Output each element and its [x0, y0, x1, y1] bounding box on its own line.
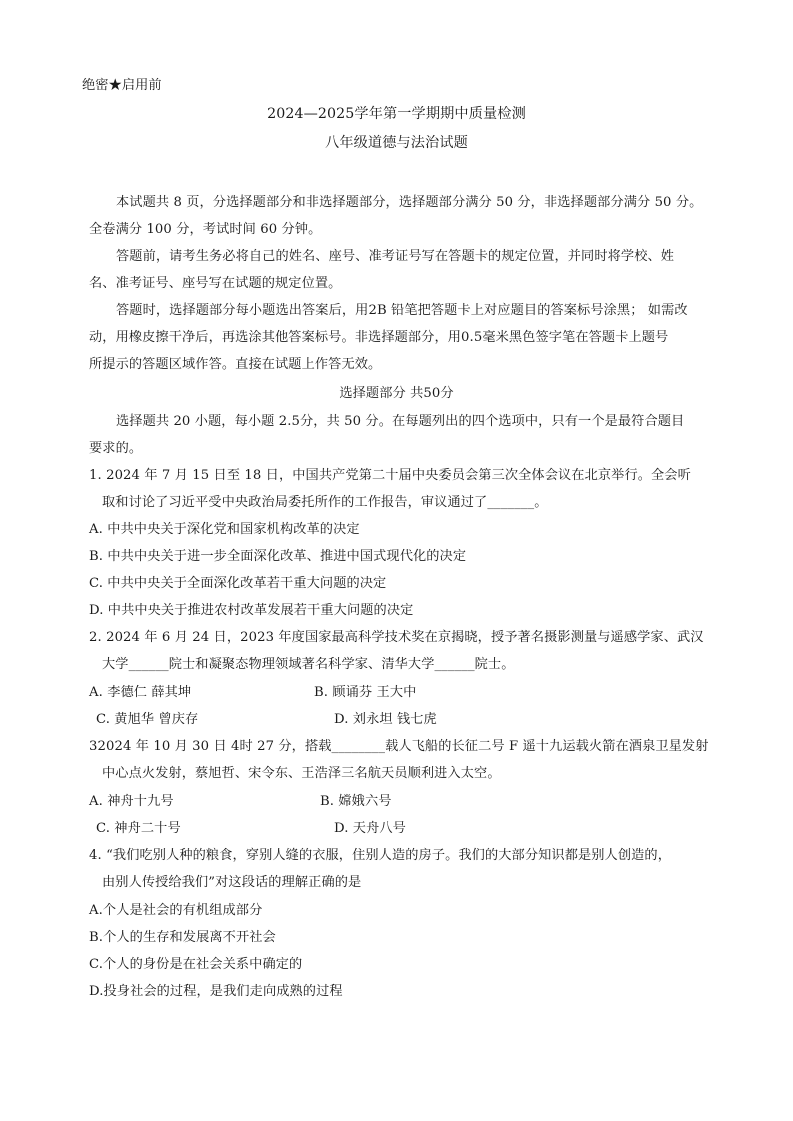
question-2-option: D. 刘永坦 钱七虎 — [334, 712, 437, 727]
instruction-line: 动，用橡皮擦干净后，再选涂其他答案标号。非选择题部分，用0.5毫米黑色签字笔在答题卡上题号 — [89, 330, 669, 345]
instruction-line: 全卷满分 100 分，考试时间 60 分钟。 — [89, 222, 322, 237]
question-2-option: A. 李德仁 薛其坤 — [89, 685, 192, 700]
question-1-option: B. 中共中央关于进一步全面深化改革、推进中国式现代化的决定 — [89, 549, 467, 564]
question-4-stem: 由别人传授给我们”对这段话的理解正确的是 — [102, 875, 362, 890]
question-3-option: B. 嫦娥六号 — [320, 794, 392, 809]
question-1-stem: 1. 2024 年 7 月 15 日至 18 日，中国共产党第二十届中央委员会第三次全体会议在北京举行。全会听 — [89, 468, 691, 483]
question-4-option: C.个人的身份是在社会关系中确定的 — [89, 957, 303, 972]
question-3-option: D. 天舟八号 — [334, 821, 406, 836]
question-2-option: C. 黄旭华 曾庆存 — [96, 712, 199, 727]
question-3-stem: 中心点火发射，蔡旭哲、宋令东、王浩泽三名航天员顺利进入太空。 — [102, 766, 501, 781]
question-3-option: C. 神舟二十号 — [96, 821, 181, 836]
question-2-option: B. 顾诵芬 王大中 — [314, 685, 417, 700]
question-4-option: A.个人是社会的有机组成部分 — [89, 903, 263, 918]
instruction-line: 所提示的答题区域作答。直接在试题上作答无效。 — [89, 357, 382, 372]
section-heading: 选择题部分 共50分 — [339, 386, 454, 401]
section-description: 要求的。 — [89, 441, 143, 456]
question-4-option: D.投身社会的过程，是我们走向成熟的过程 — [89, 984, 343, 999]
question-3-stem: 32024 年 10 月 30 日 4时 27 分，搭载________载人飞船的长征二号 F 遥十九运载火箭在酒泉卫星发射 — [89, 739, 709, 754]
section-description: 选择题共 20 小题，每小题 2.5分，共 50 分。在每题列出的四个选项中，只有一个是最符合题目 — [116, 414, 685, 429]
question-1-option: C. 中共中央关于全面深化改革若干重大问题的决定 — [89, 576, 387, 591]
question-1-option: D. 中共中央关于推进农村改革发展若干重大问题的决定 — [89, 603, 414, 618]
question-1-stem: 取和讨论了习近平受中央政治局委托所作的工作报告，审议通过了_______。 — [102, 495, 548, 510]
instruction-line: 答题时，选择题部分每小题选出答案后，用2B 铅笔把答题卡上对应题目的答案标号涂黑； 如需改 — [116, 303, 688, 318]
question-3-option: A. 神舟十九号 — [89, 794, 174, 809]
exam-subtitle: 八年级道德与法治试题 — [325, 135, 468, 151]
question-2-stem: 2. 2024 年 6 月 24 日，2023 年度国家最高科学技术奖在京揭晓，授予著名摄影测量与遥感学家、武汉 — [89, 630, 704, 645]
question-4-option: B.个人的生存和发展离不开社会 — [89, 930, 276, 945]
instruction-line: 答题前，请考生务必将自己的姓名、座号、准考证号写在答题卡的规定位置，并同时将学校、姓 — [116, 249, 675, 264]
exam-title: 2024—2025学年第一学期期中质量检测 — [267, 106, 526, 122]
question-4-stem: 4. “我们吃别人种的粮食，穿别人缝的衣服，住别人造的房子。我们的大部分知识都是别人创造的， — [89, 848, 671, 863]
question-1-option: A. 中共中央关于深化党和国家机构改革的决定 — [89, 522, 360, 537]
instruction-line: 本试题共 8 页，分选择题部分和非选择题部分，选择题部分满分 50 分，非选择题部分满分 50 分。 — [116, 195, 703, 210]
question-2-stem: 大学______院士和凝聚态物理领域著名科学家、清华大学______院士。 — [102, 657, 515, 672]
confidential-label: 绝密★启用前 — [82, 78, 162, 93]
instruction-line: 名、准考证号、座号写在试题的规定位置。 — [89, 276, 342, 291]
